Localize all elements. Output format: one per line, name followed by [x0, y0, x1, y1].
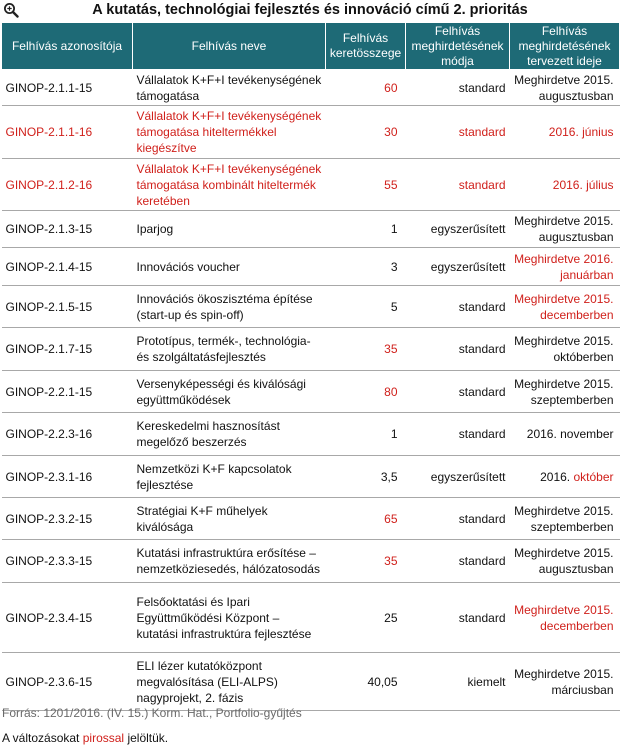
table-row: [2, 70, 620, 106]
table-row: [2, 583, 620, 653]
call-time: Meghirdetve 2015. decemberben: [510, 286, 620, 328]
call-id: GINOP-2.2.1-15: [2, 371, 133, 413]
call-amount: 65: [326, 498, 406, 540]
call-time-month: október: [573, 469, 614, 484]
call-name: Felsőoktatási és Ipari Együttműködési Központ – kutatási infrastruktúra fejlesztése: [133, 583, 326, 653]
header-amount: Felhívás keretösszege: [326, 23, 406, 70]
call-mode: standard: [406, 540, 510, 583]
call-time: 2016. június: [510, 106, 620, 159]
table-row: [2, 286, 620, 328]
call-time-line2: szeptemberben: [530, 519, 614, 534]
table-row: [2, 328, 620, 371]
call-time: 2016. november: [510, 413, 620, 456]
call-name: Nemzetközi K+F kapcsolatok fejlesztése: [133, 456, 326, 498]
call-name: Vállalatok K+F+I tevékenységének támogatása kombinált hiteltermék keretében: [133, 159, 326, 211]
call-time-line1: Meghirdetve 2015.: [514, 546, 614, 560]
call-time: [510, 211, 620, 248]
call-time-line2: augusztusban: [538, 562, 614, 576]
call-name: Versenyképességi és kiválósági együttműködések: [133, 371, 326, 413]
table-row: [2, 371, 620, 413]
change-note: [2, 731, 168, 745]
call-time: [510, 371, 620, 413]
call-time-year: 2016.: [540, 469, 571, 484]
table-row: [2, 498, 620, 540]
call-name: Vállalatok K+F+I tevékenységének támogatása: [133, 70, 326, 106]
call-time: [510, 540, 620, 583]
table-row: [2, 413, 620, 456]
page-title: A kutatás, technológiai fejlesztés és innováció című 2. prioritás: [92, 2, 528, 18]
call-time: Meghirdetve 2016. januárban: [510, 248, 620, 286]
call-amount: 80: [326, 371, 406, 413]
call-time-line2: augusztusban: [538, 230, 614, 244]
header-name: Felhívás neve: [133, 23, 326, 70]
change-note-red: pirossal: [82, 731, 125, 745]
call-name: Iparjog: [133, 211, 326, 248]
change-note-prefix: A változásokat: [2, 731, 80, 745]
call-id: GINOP-2.1.1-16: [2, 106, 133, 159]
call-time: [510, 328, 620, 371]
call-id: GINOP-2.3.1-16: [2, 456, 133, 498]
call-time-line2: márciusban: [551, 682, 614, 697]
call-time: [510, 653, 620, 711]
call-id: GINOP-2.3.3-15: [2, 540, 133, 583]
change-note-suffix: jelöltük.: [127, 731, 169, 745]
call-time: Meghirdetve 2015. decemberben: [510, 583, 620, 653]
call-id: GINOP-2.3.2-15: [2, 498, 133, 540]
call-name: Innovációs ökoszisztéma építése (start-up és spin-off): [133, 286, 326, 328]
call-name: Prototípus, termék-, technológia- és szolgáltatásfejlesztés: [133, 328, 326, 371]
call-amount: 1: [326, 211, 406, 248]
header-time: Felhívás meghirdetésének tervezett ideje: [510, 23, 620, 70]
call-amount: 55: [326, 159, 406, 211]
call-amount: 3,5: [326, 456, 406, 498]
call-mode: standard: [406, 159, 510, 211]
call-mode: standard: [406, 498, 510, 540]
calls-table: [1, 22, 620, 711]
call-id: GINOP-2.1.3-15: [2, 211, 133, 248]
table-row: [2, 159, 620, 211]
call-id: GINOP-2.3.4-15: [2, 583, 133, 653]
header-id: Felhívás azonosítója: [2, 23, 133, 70]
call-time: 2016. július: [510, 159, 620, 211]
call-time-line2: augusztusban: [538, 88, 614, 103]
call-amount: 35: [326, 540, 406, 583]
table-row: [2, 106, 620, 159]
header-mode: Felhívás meghirdetésének módja: [406, 23, 510, 70]
call-time: [510, 456, 620, 498]
call-amount: 25: [326, 583, 406, 653]
call-id: GINOP-2.1.1-15: [2, 70, 133, 106]
table-row: [2, 456, 620, 498]
table-row: [2, 540, 620, 583]
call-time-line2: szeptemberben: [530, 392, 614, 407]
call-time-line1: Meghirdetve 2015.: [514, 72, 614, 87]
call-mode: standard: [406, 583, 510, 653]
call-name: Innovációs voucher: [133, 248, 326, 286]
call-amount: 1: [326, 413, 406, 456]
call-mode: standard: [406, 106, 510, 159]
table-header-row: [2, 23, 620, 70]
call-amount: 40,05: [326, 653, 406, 711]
call-mode: egyszerűsített: [406, 248, 510, 286]
call-time-line2: októberben: [553, 350, 614, 364]
call-name: Kutatási infrastruktúra erősítése – nemzetköziesedés, hálózatosodás: [133, 540, 326, 583]
call-mode: standard: [406, 328, 510, 371]
call-name: Kereskedelmi hasznosítást megelőző beszerzés: [133, 413, 326, 456]
call-amount: 35: [326, 328, 406, 371]
call-mode: standard: [406, 286, 510, 328]
call-id: GINOP-2.1.2-16: [2, 159, 133, 211]
call-time-line1: Meghirdetve 2015.: [514, 376, 614, 391]
call-name: Stratégiai K+F műhelyek kiválósága: [133, 498, 326, 540]
call-mode: egyszerűsített: [406, 456, 510, 498]
call-time-line1: Meghirdetve 2015.: [514, 666, 614, 681]
call-time: [510, 70, 620, 106]
call-mode: kiemelt: [406, 653, 510, 711]
call-id: GINOP-2.1.7-15: [2, 328, 133, 371]
call-amount: 5: [326, 286, 406, 328]
call-id: GINOP-2.3.6-15: [2, 653, 133, 711]
call-mode: standard: [406, 413, 510, 456]
call-mode: egyszerűsített: [406, 211, 510, 248]
call-amount: 3: [326, 248, 406, 286]
call-name: ELI lézer kutatóközpont megvalósítása (ELI-ALPS) nagyprojekt, 2. fázis: [133, 653, 326, 711]
call-amount: 30: [326, 106, 406, 159]
call-mode: standard: [406, 371, 510, 413]
call-amount: 60: [326, 70, 406, 106]
call-time-line1: Meghirdetve 2015.: [514, 214, 614, 228]
call-id: GINOP-2.2.3-16: [2, 413, 133, 456]
source-note: Forrás: 1201/2016. (IV. 15.) Korm. Hat., Portfolio-gyűjtés: [2, 706, 302, 720]
call-time-line1: Meghirdetve 2015.: [514, 334, 614, 348]
call-id: GINOP-2.1.5-15: [2, 286, 133, 328]
call-time-line1: Meghirdetve 2015.: [514, 503, 614, 518]
table-row: [2, 653, 620, 711]
call-name: Vállalatok K+F+I tevékenységének támogatása hiteltermékkel kiegészítve: [133, 106, 326, 159]
table-row: [2, 248, 620, 286]
call-mode: standard: [406, 70, 510, 106]
table-row: [2, 211, 620, 248]
call-id: GINOP-2.1.4-15: [2, 248, 133, 286]
call-time: [510, 498, 620, 540]
